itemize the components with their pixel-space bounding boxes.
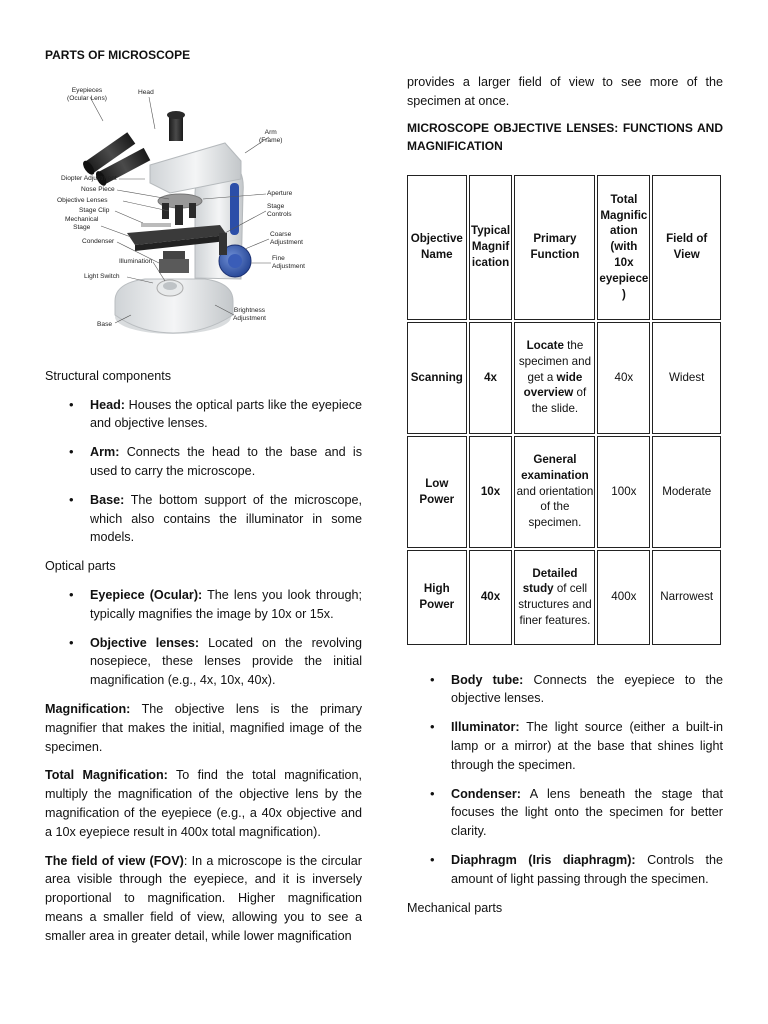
header-objective-name: Objective Name [407, 175, 467, 320]
function-emphasis: Detailed study [522, 566, 578, 596]
table-row [407, 436, 721, 548]
table-row [407, 550, 721, 645]
mechanical-heading: Mechanical parts [407, 900, 503, 915]
term-objective-lenses: Objective lenses: [90, 635, 200, 650]
label-coarse-adjustment: Coarse Adjustment [270, 230, 303, 246]
term-illuminator: Illuminator: [451, 720, 520, 735]
cell-field-of-view: Widest [652, 322, 721, 434]
paragraph-text: : In a microscope is the circular area visible through the eyepiece, and it is inversely proportional to magnification. Higher magnification means a smaller field of view, allowing you to see a smaller area in greater detail, while lower magnification [45, 853, 362, 943]
label-stage-controls: Stage Controls [267, 202, 292, 218]
list-item [451, 671, 723, 709]
cell-total-magnification: 100x [597, 436, 650, 548]
label-objective-lenses: Objective Lenses [57, 196, 108, 204]
microscope-figure [45, 83, 362, 353]
term-condenser: Condenser: [451, 786, 521, 801]
header-typical-magnification: Typical Magnif ication [469, 175, 513, 320]
list-item [90, 396, 362, 434]
term-head: Head: [90, 397, 125, 412]
label-fine-adjustment: Fine Adjustment [272, 254, 305, 270]
label-mechanical-stage: Mechanical Stage [65, 215, 99, 231]
function-emphasis: Locate [526, 339, 564, 353]
cell-primary-function [514, 550, 595, 645]
paragraph-field-of-view [45, 852, 362, 946]
cell-typical-magnification: 4x [469, 322, 513, 434]
definition: A lens beneath the stage that focuses the light onto the specimen for better clarity. [451, 786, 723, 839]
label-stage-clip: Stage Clip [79, 206, 110, 214]
cell-total-magnification: 40x [597, 322, 650, 434]
definition: Houses the optical parts like the eyepiece and objective lenses. [90, 397, 362, 431]
label-eyepieces: Eyepieces (Ocular Lens) [67, 86, 107, 102]
cell-objective-name: Scanning [407, 322, 467, 434]
term-eyepiece: Eyepiece (Ocular): [90, 587, 203, 602]
definition: Connects the eyepiece to the objective lenses. [451, 672, 723, 706]
cell-field-of-view: Moderate [652, 436, 721, 548]
list-item [90, 443, 362, 481]
header-total-magnification: Total Magnific ation (with 10x eyepiece ) [597, 175, 650, 320]
label-arm: Arm (Frame) [259, 128, 283, 144]
structural-list [45, 396, 362, 548]
definition: Located on the revolving nosepiece, these lenses provide the initial magnification (e.g., 4x, 10x, 40x). [90, 635, 362, 688]
label-head: Head [138, 88, 154, 96]
definition: The bottom support of the microscope, which also contains the illuminator in some models. [90, 492, 362, 545]
function-emphasis: wide overview [523, 370, 583, 400]
objective-lenses-table [405, 173, 723, 647]
term-arm: Arm: [90, 445, 120, 460]
term-diaphragm: Diaphragm (Iris diaphragm): [451, 852, 636, 867]
header-primary-function: Primary Function [514, 175, 595, 320]
term-total-magnification: Total Magnification: [45, 768, 168, 783]
label-condenser: Condenser [82, 237, 115, 245]
cell-objective-name: High Power [407, 550, 467, 645]
list-item [90, 634, 362, 690]
cell-typical-magnification: 10x [469, 436, 513, 548]
term-field-of-view: The field of view (FOV) [45, 853, 184, 868]
list-item [451, 785, 723, 841]
label-diopter: Diopter Adjustment [61, 174, 117, 182]
table-row [407, 322, 721, 434]
cell-primary-function [514, 322, 595, 434]
header-field-of-view: Field of View [652, 175, 721, 320]
right-column [407, 73, 723, 927]
function-text: of cell structures and finer features. [518, 582, 592, 627]
label-nose-piece: Nose Piece [81, 185, 115, 193]
page-title: PARTS OF MICROSCOPE [45, 48, 191, 62]
paragraph-total-magnification [45, 766, 362, 841]
list-item [451, 851, 723, 889]
list-item [90, 586, 362, 624]
cell-objective-name: Low Power [407, 436, 467, 548]
definition: Controls the amount of light passing through the specimen. [451, 852, 724, 886]
list-item [451, 718, 723, 774]
function-emphasis: General examination [521, 453, 589, 482]
cell-field-of-view: Narrowest [652, 550, 721, 645]
term-body-tube: Body tube: [451, 672, 524, 687]
optical-parts-list-continued [407, 671, 723, 889]
cell-typical-magnification: 40x [469, 550, 513, 645]
table-heading: MICROSCOPE OBJECTIVE LENSES: FUNCTIONS AND MAGNIFICATION [407, 120, 723, 153]
cell-total-magnification: 400x [597, 550, 650, 645]
definition: Connects the head to the base and is used to carry the microscope. [90, 445, 362, 478]
function-text: and orientation of the specimen. [516, 484, 594, 530]
left-column [45, 40, 362, 956]
continuation-text: provides a larger field of view to see more of the specimen at once. [407, 75, 723, 108]
definition: The light source (either a built-in lamp or a mirror) at the base that shines light through the specimen. [451, 720, 723, 772]
label-illumination: Illumination [119, 257, 153, 265]
optical-heading: Optical parts [45, 559, 116, 574]
paragraph-text: The objective lens is the primary magnifier that makes the initial, magnified image of the specimen. [45, 701, 362, 754]
optical-list [45, 586, 362, 690]
label-brightness-adjustment: Brightness Adjustment [233, 306, 266, 322]
term-magnification: Magnification: [45, 701, 131, 716]
table-header-row [407, 175, 721, 320]
label-base: Base [97, 320, 113, 328]
structural-heading: Structural components [45, 368, 171, 383]
label-aperture: Aperture [267, 189, 293, 197]
label-light-switch: Light Switch [84, 272, 120, 280]
list-item [90, 491, 362, 547]
paragraph-text: To find the total magnification, multiply the magnification of the objective lens by the magnification of the eyepiece (e.g., a 40x objective and a 10x eyepiece result in 400x total magnification). [45, 768, 363, 839]
paragraph-magnification [45, 700, 362, 756]
function-text: the specimen and get a [518, 339, 592, 384]
cell-primary-function [514, 436, 595, 548]
term-base: Base: [90, 492, 125, 507]
function-text: of the slide. [531, 386, 587, 416]
definition: The lens you look through; typically magnifies the image by 10x or 15x. [90, 587, 362, 621]
